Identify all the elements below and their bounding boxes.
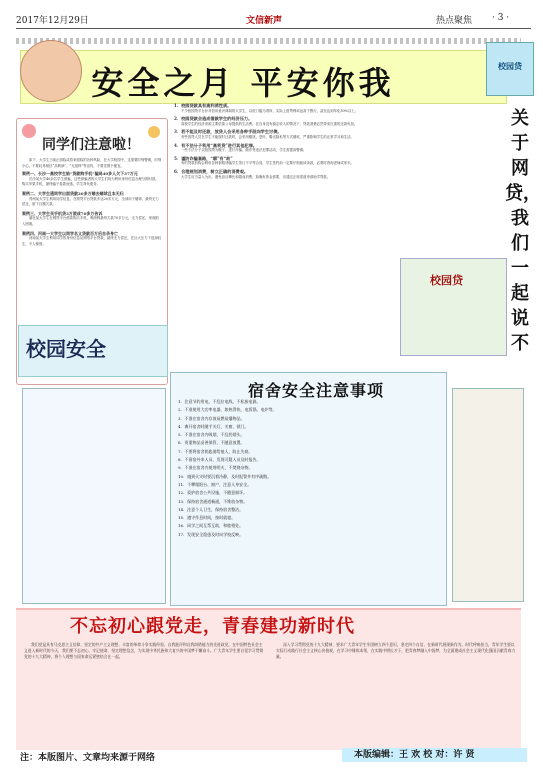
item-text: 大学生应当量入为出，避免盲目攀比和超前消费，如确有资金需要，应通过正规渠道申请助学贷款。 xyxy=(181,174,331,179)
campus-sign-text: 校园贷 xyxy=(498,61,522,71)
page-header xyxy=(16,10,531,29)
rule-item: 3．不准在宿舍内存放易燃易爆物品。 xyxy=(178,415,245,421)
header-date: 2017年12月29日 xyxy=(16,16,89,26)
flower-icon xyxy=(148,126,160,138)
rule-item: 5．不准在宿舍内吸烟，不乱扔烟头。 xyxy=(178,432,245,438)
item-head: 6．合理规划消费，树立正确的消费观。 xyxy=(174,168,249,174)
page-number: · 3 · xyxy=(492,13,510,23)
rule-item: 8．不留宿外来人员，发现可疑人员及时报告。 xyxy=(178,457,261,463)
dorm-illustration-right xyxy=(452,388,524,602)
rule-item: 6．贵重物品妥善保管，不随意放置。 xyxy=(178,440,245,446)
rule-item: 15．遵守作息时间，按时就寝。 xyxy=(178,515,236,521)
item-head: 5．谨防诈骗套路，“聊”有“劫” xyxy=(174,155,233,161)
item-head: 4．有不法分子利用“高利贷”进行其他犯罪。 xyxy=(174,142,258,148)
rule-item: 13．保持宿舍通道畅通，不堆放杂物。 xyxy=(178,498,248,504)
rule-item: 4．离开宿舍时随手关灯、关窗、锁门。 xyxy=(178,423,249,429)
case-head: 案例二、大学生通同学出面贷款20多万赌去赌球且本无归 xyxy=(22,190,124,196)
footer-editor: 本版编辑：王 欢 校 对：许 贤 xyxy=(342,748,527,762)
case-text: 长沙某大学40余名学生被骗，这些被骗者的大学生们均为利用身份信息办理分期付款，购买苹果手机，最终骗子卷款而逃，学生背负债务。 xyxy=(22,176,159,187)
safety-rules-list xyxy=(178,398,436,539)
middle-text-block xyxy=(174,103,389,368)
rule-item: 14．注意个人卫生，保持宿舍整洁。 xyxy=(178,506,244,512)
safety-title: 宿舍安全注意事项 xyxy=(248,381,385,400)
left-title: 同学们注意啦！ xyxy=(42,137,140,153)
case-text: 郑州某大学生利用同学信息，在网贷平台贷款多达20多万元，全部用于赌球，最终无力偿还，留下巨额欠款。 xyxy=(22,196,159,207)
item-text: 一些不法分子以校园贷为幌子，进行诈骗、敲诈等违法犯罪活动，学生需提高警惕。 xyxy=(181,148,307,153)
case-head: 案例四、河南一大学生以同学名义贷款百万后自杀身亡 xyxy=(22,230,118,236)
rule-item: 12．爱护宿舍公共设施，不随意损坏。 xyxy=(178,490,248,496)
item-head: 1．校园贷款具有高利诱性质。 xyxy=(174,103,232,108)
party-paragraph: 深入学习贯彻党的十九大精神，要求广大青年学生牢固树立四个意识，坚定四个自信，在新时代展现新作为。时代呼唤担当，青年学生要以实际行动践行社会主义核心价值观，在学习中锤炼本领，在实践中增长才干，把青春梦融入中国梦，为全面建成社会主义现代化强国贡献青春力量。 xyxy=(276,642,516,660)
footer-note: 注：本版图片、文章均来源于网络 xyxy=(20,753,156,763)
decorative-stripe xyxy=(16,38,521,44)
hand-icon xyxy=(20,40,82,102)
right-vertical-title: 关于网贷，我们一起说不 xyxy=(505,108,541,354)
rule-item: 1．注意节约用电，不乱拉电线，不私接电源。 xyxy=(178,399,261,404)
item-head: 3．若不能及时还款，放贷人会采用各种手段向学生讨债。 xyxy=(174,129,282,135)
campus-sign-image xyxy=(486,42,534,96)
rule-item: 11．不攀爬阳台、窗户，注意人身安全。 xyxy=(178,481,252,487)
item-text: 高校学生的经济来源主要依靠父母提供的生活费，在自身没有稳定收入的情况下，贷款消费必然带来沉重的还款负担。 xyxy=(181,121,358,126)
party-text-right xyxy=(276,642,516,661)
dorm-illustration-left xyxy=(22,388,166,604)
rule-item: 2．不准使用大功率电器，如热得快、电饭锅、电炉等。 xyxy=(178,407,277,413)
item-head: 2．校园贷款会造成借款学生的经济压力。 xyxy=(174,116,253,122)
intro-text: 如下，大学生当前正面临或将来面临的各种风险，在大学校园中，这需要时刻警惕，时刻小心。不要轻易相信“高利润”、“无抵押”等宣传，不要贪图小便宜。 xyxy=(22,158,162,168)
party-paragraph: 我们党是具有马克思主义信仰、坚定的共产主义理想、丰富的革命斗争实践经验、自我批评和自我纠错能力的先进政党，在中国特色社会主义进入新时代的今天，我们要不忘初心、牢记使命，坚定理想信念，为实现中华民族伟大复兴的中国梦不懈奋斗。广大青年学生要自觉学习贯彻党的十九大精神，将个人理想与国家命运紧密结合在一起。 xyxy=(24,642,264,660)
rule-item: 10．遇到火灾时要沉着冷静，及时报警并有序疏散。 xyxy=(178,473,272,479)
left-text-block xyxy=(22,158,162,247)
item-text: 有些放贷人员在学生不能按时还款时，会采用骚扰、恐吓、曝光隐私等方式催收，严重影响学生的正常学习和生活。 xyxy=(181,134,354,139)
party-text-left xyxy=(24,642,264,661)
rule-item: 7．不要将宿舍钥匙借给他人，防止失窃。 xyxy=(178,448,253,454)
rule-item: 17．发现安全隐患及时向学校反映。 xyxy=(178,531,244,537)
rule-item: 9．不准在宿舍内使用明火，不焚烧杂物。 xyxy=(178,465,253,471)
party-title: 不忘初心跟党走，青春建功新时代 xyxy=(70,616,355,637)
case-head: 案例一、长沙一高校学生陷“贷款购手机”骗局40多人欠下37万元 xyxy=(22,171,138,177)
item-text: 有的贷款机构会利用各种套路诱骗学生签订不平等合同，学生签约前一定要仔细阅读条款，必要时咨询老师或家长。 xyxy=(181,161,354,166)
case-head: 案例三、大学生买手机贷3万滚成70多万告诉 xyxy=(22,210,103,216)
case-text: 河南某大学生利用同学的身份信息从网络平台贷款，最终无力偿还，在巨大压力下选择轻生，令人惋惜。 xyxy=(22,236,162,246)
rule-item: 16．同学之间互帮互助，和睦相处。 xyxy=(178,523,244,529)
case-text: 湖北某大学生在网贷平台借款购买手机，利滚利最终欠款70多万元，无力偿还，家庭陷入困境。 xyxy=(22,216,159,226)
paper-name: 文信新声 xyxy=(246,16,283,26)
item-text: 不少校园贷平台针对信用意识薄弱的大学生，以低门槛为诱饵，实际上借贷利率远高于银行，甚至达到年化30%以上。 xyxy=(181,108,359,113)
loan-illustration-text: 校园贷 xyxy=(430,274,463,287)
banner-title: 安全之月 平安你我 xyxy=(91,64,395,102)
section-name: 热点聚焦 xyxy=(436,16,473,26)
flower-icon xyxy=(22,124,36,138)
campus-safety-text: 校园安全 xyxy=(26,337,106,361)
